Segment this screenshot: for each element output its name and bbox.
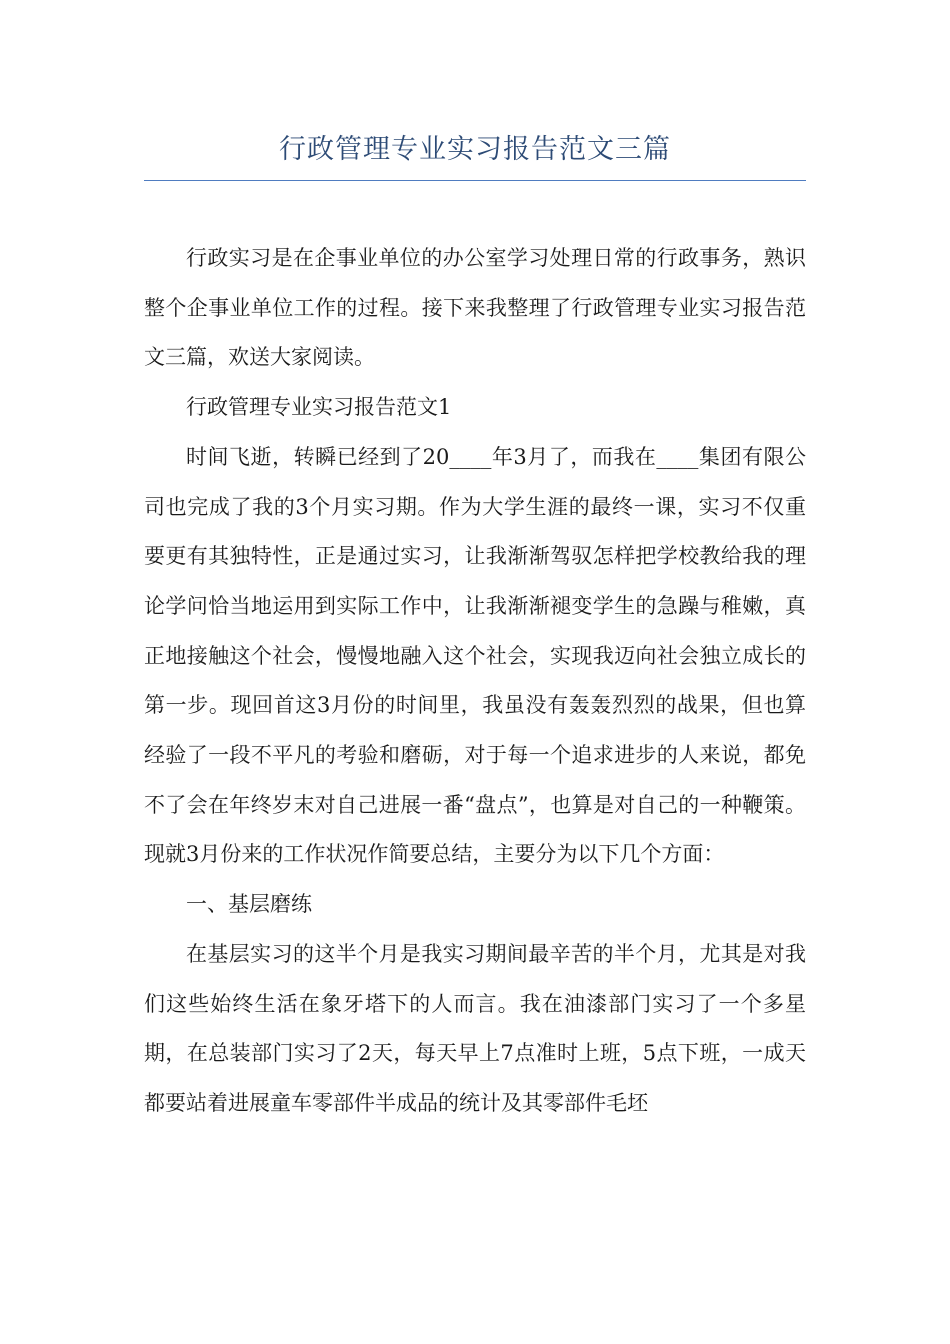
section-heading-sample-1: 行政管理专业实习报告范文1: [186, 395, 452, 420]
title-underline: [144, 180, 806, 181]
intro-paragraph: 行政实习是在企事业单位的办公室学习处理日常的行政事务，熟识整个企事业单位工作的过程。接下来我整理了行政管理专业实习报告范文三篇，欢送大家阅读。: [144, 246, 806, 370]
document-body: [144, 234, 806, 1129]
document-title: 行政管理专业实习报告范文三篇: [279, 134, 671, 165]
subsection-heading: 一、基层磨练: [186, 892, 312, 917]
body-paragraph: 在基层实习的这半个月是我实习期间最辛苦的半个月，尤其是对我们这些始终生活在象牙塔下的人而言。我在油漆部门实习了一个多星期，在总装部门实习了2天，每天早上7点准时上班，5点下班，一成天都要站着进展童车零部件半成品的统计及其零部件毛坯: [144, 941, 806, 1115]
body-paragraph: 时间飞逝，转瞬已经到了20____年3月了，而我在____集团有限公司也完成了我的3个月实习期。作为大学生涯的最终一课，实习不仅重要更有其独特性，正是通过实习，让我渐渐驾驭怎样把学校教给我的理论学问恰当地运用到实际工作中，让我渐渐褪变学生的急躁与稚嫩，真正地接触这个社会，慢慢地融入这个社会，实现我迈向社会独立成长的第一步。现回首这3月份的时间里，我虽没有轰轰烈烈的战果，但也算经验了一段不平凡的考验和磨砺，对于每一个追求进步的人来说，都免不了会在年终岁末对自己进展一番“盘点”，也算是对自己的一种鞭策。现就3月份来的工作状况作简要总结，主要分为以下几个方面：: [144, 444, 806, 867]
